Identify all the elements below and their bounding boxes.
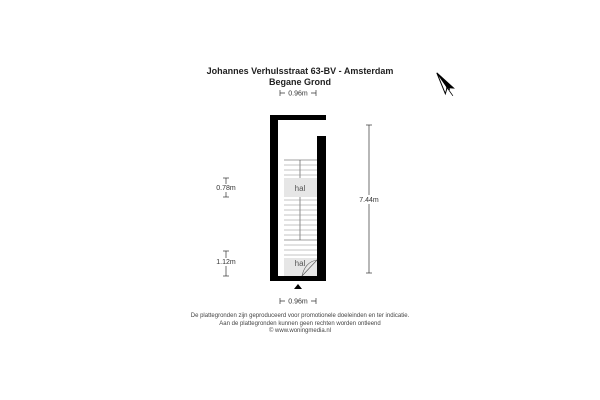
disclaimer	[0, 313, 600, 336]
floor-title: Begane Grond	[268, 77, 331, 87]
room-hal-upper-label: hal	[294, 184, 306, 193]
walls	[270, 115, 326, 281]
disclaimer-line-1: De plattegronden zijn geproduceerd voor promotionele doeleinden en ter indicatie.	[190, 313, 410, 319]
upper-room-depth-label: 0.78m	[216, 185, 236, 192]
address-title: Johannes Verhulsstraat 63-BV - Amsterdam	[206, 66, 394, 76]
compass-letter: N	[445, 86, 451, 92]
disclaimer-line-2: Aan de plattegronden kunnen geen rechten worden ontleend	[219, 320, 381, 327]
top-width-label: 0.96m	[288, 90, 308, 98]
total-height-label: 7.44m	[359, 197, 379, 204]
compass-icon	[433, 70, 457, 99]
lower-room-depth-label: 1.12m	[216, 259, 236, 266]
disclaimer-line-3: © www.woningmedia.nl	[268, 328, 332, 334]
bottom-width-label: 0.96m	[288, 298, 308, 306]
room-hal-lower-label: hal	[294, 259, 306, 268]
entrance-arrow-icon	[294, 284, 302, 289]
